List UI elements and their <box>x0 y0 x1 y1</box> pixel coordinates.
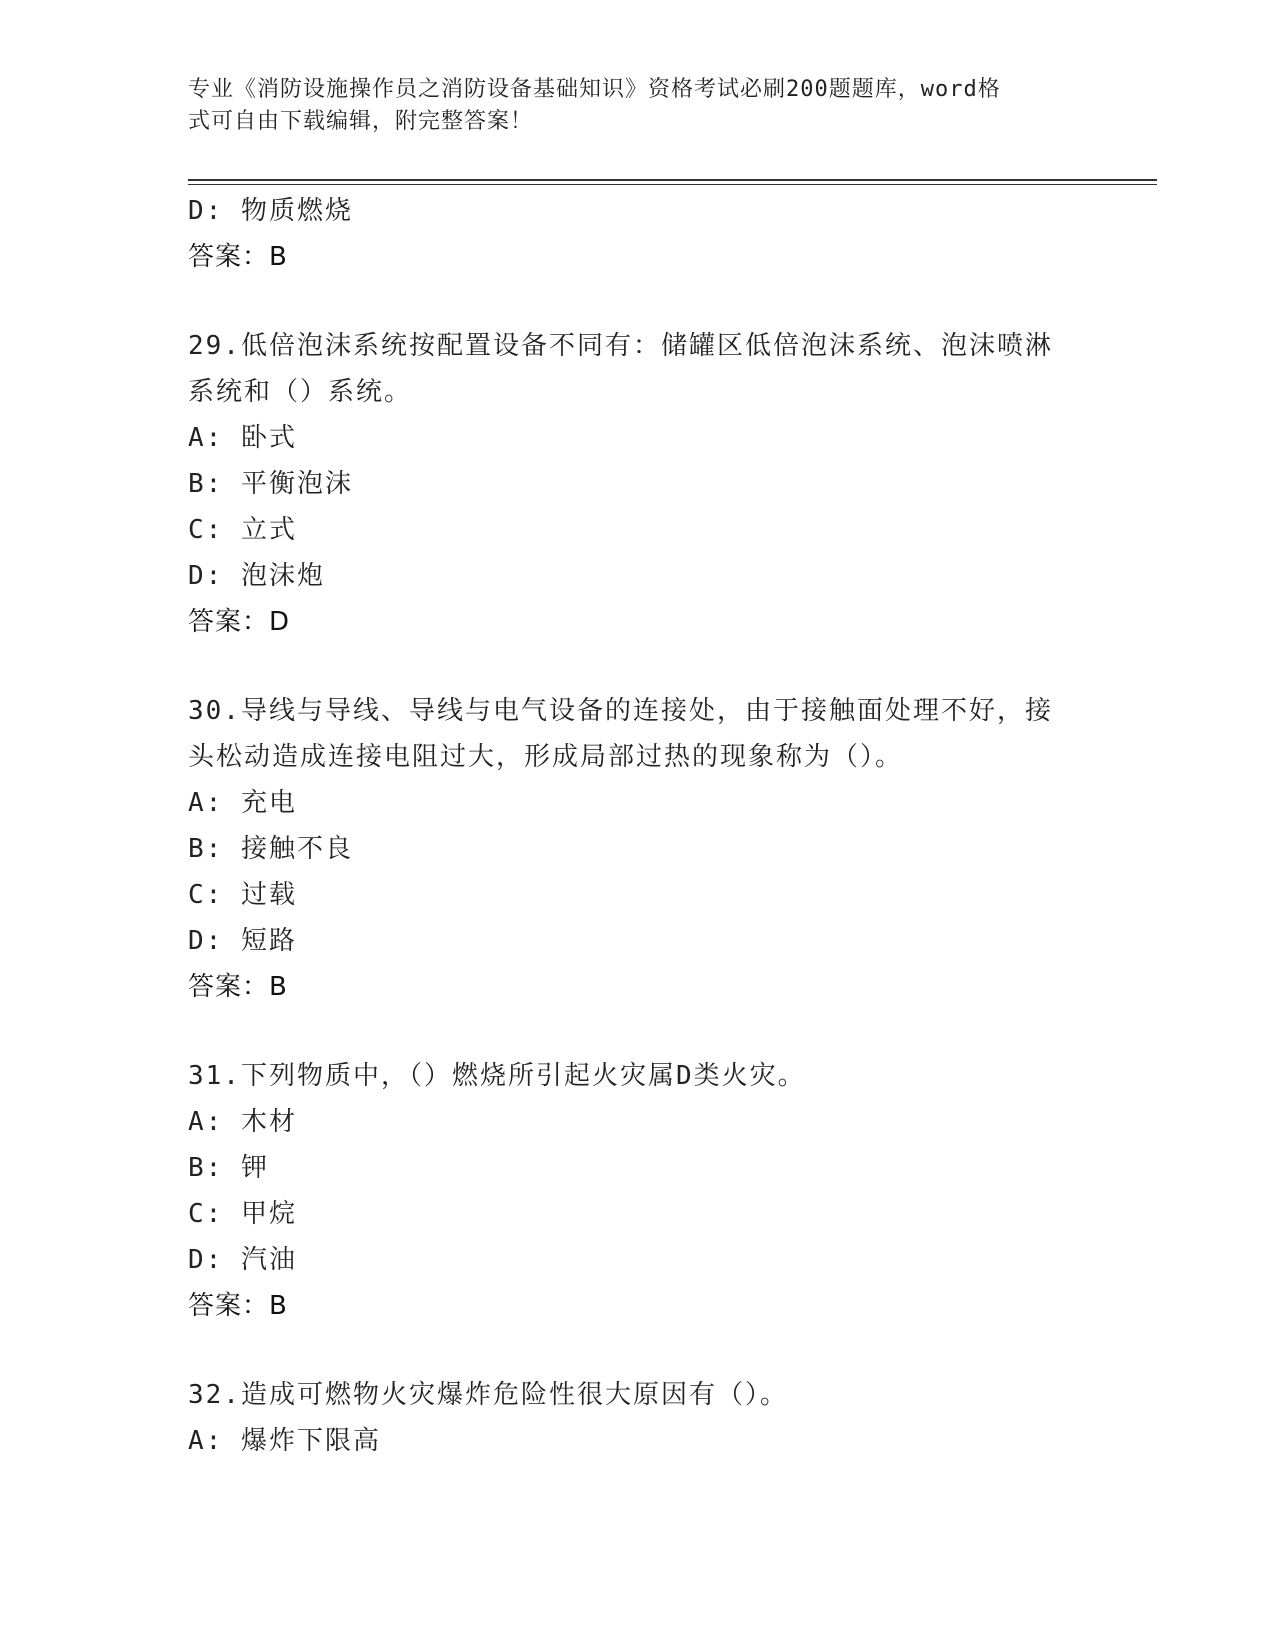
spacer <box>188 1329 1088 1372</box>
option-b: B: 接触不良 <box>188 834 353 864</box>
option-b: B: 钾 <box>188 1153 269 1183</box>
question-stem: 32.造成可燃物火灾爆炸危险性很大原因有（）。 <box>188 1380 788 1410</box>
page-header <box>188 74 1068 138</box>
question-28-continuation <box>188 188 1088 280</box>
option-a: A: 爆炸下限高 <box>188 1426 381 1456</box>
header-title-line-2: 式可自由下载编辑，附完整答案！ <box>188 109 534 134</box>
question-30 <box>188 688 1088 1010</box>
option-a: A: 卧式 <box>188 423 297 453</box>
question-list <box>188 188 1088 1464</box>
spacer <box>188 280 1088 323</box>
option-d: D: 泡沫炮 <box>188 561 325 591</box>
question-stem-cont: 系统和（）系统。 <box>188 377 413 407</box>
header-title-line-1: 专业《消防设施操作员之消防设备基础知识》资格考试必刷200题题库，word格 <box>188 77 1001 102</box>
question-31 <box>188 1053 1088 1329</box>
option-a: A: 木材 <box>188 1107 297 1137</box>
question-stem: 31.下列物质中，（）燃烧所引起火灾属D类火灾。 <box>188 1061 806 1091</box>
option-b: B: 平衡泡沫 <box>188 469 353 499</box>
question-32 <box>188 1372 1088 1464</box>
option-a: A: 充电 <box>188 788 297 818</box>
header-divider-thin <box>188 184 1157 185</box>
answer-label: 答案：D <box>188 607 291 637</box>
spacer <box>188 645 1088 688</box>
answer-label: 答案：B <box>188 242 288 272</box>
question-29 <box>188 323 1088 645</box>
option-d: D: 短路 <box>188 926 297 956</box>
option-c: C: 立式 <box>188 515 297 545</box>
option-d: D: 物质燃烧 <box>188 196 353 226</box>
spacer <box>188 1010 1088 1053</box>
question-stem-cont: 头松动造成连接电阻过大，形成局部过热的现象称为（）。 <box>188 742 904 772</box>
question-stem: 30.导线与导线、导线与电气设备的连接处，由于接触面处理不好，接 <box>188 696 1053 726</box>
header-divider-thick <box>188 179 1157 181</box>
option-d: D: 汽油 <box>188 1245 297 1275</box>
answer-label: 答案：B <box>188 972 288 1002</box>
answer-label: 答案：B <box>188 1291 288 1321</box>
option-c: C: 甲烷 <box>188 1199 297 1229</box>
option-c: C: 过载 <box>188 880 297 910</box>
question-stem: 29.低倍泡沫系统按配置设备不同有：储罐区低倍泡沫系统、泡沫喷淋 <box>188 331 1053 361</box>
